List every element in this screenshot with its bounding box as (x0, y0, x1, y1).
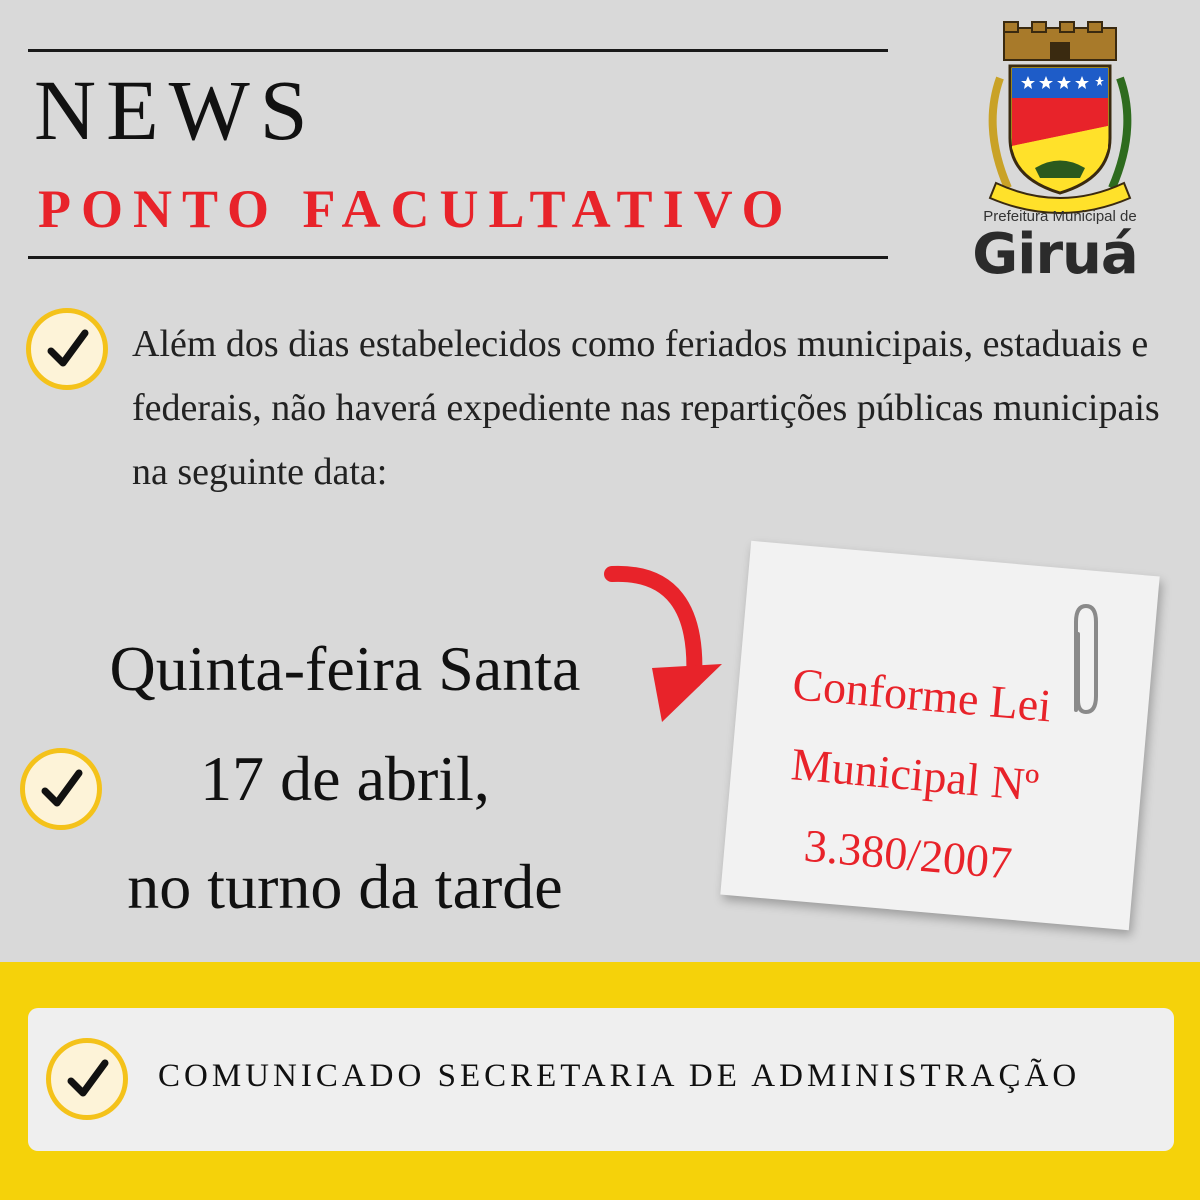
date-line-shift: no turno da tarde (127, 851, 563, 922)
top-divider (28, 49, 888, 52)
footer-text: COMUNICADO SECRETARIA DE ADMINISTRAÇÃO (158, 1058, 1081, 1094)
headline: NEWS (34, 62, 318, 158)
check-icon (26, 308, 108, 390)
arrow-icon (590, 560, 730, 740)
bottom-divider (28, 256, 888, 259)
date-line-date: 17 de abril, (200, 743, 490, 814)
logo-name: Giruá (972, 222, 1138, 287)
law-note-text (740, 641, 1090, 909)
law-note-line: 3.380/2007 (802, 819, 1015, 889)
date-line-weekday: Quinta-feira Santa (109, 633, 581, 704)
intro-paragraph: Além dos dias estabelecidos como feriados municipais, estaduais e federais, não haverá expediente nas repartições públicas municipais na seguinte data: (132, 323, 1160, 493)
paperclip-icon (1066, 600, 1102, 720)
law-note-line: Conforme Lei (790, 658, 1054, 732)
law-note-line: Municipal Nº (789, 738, 1041, 811)
check-icon (46, 1038, 128, 1120)
logo-caption: Prefeitura Municipal de (983, 208, 1137, 225)
subheadline: PONTO FACULTATIVO (38, 179, 794, 239)
